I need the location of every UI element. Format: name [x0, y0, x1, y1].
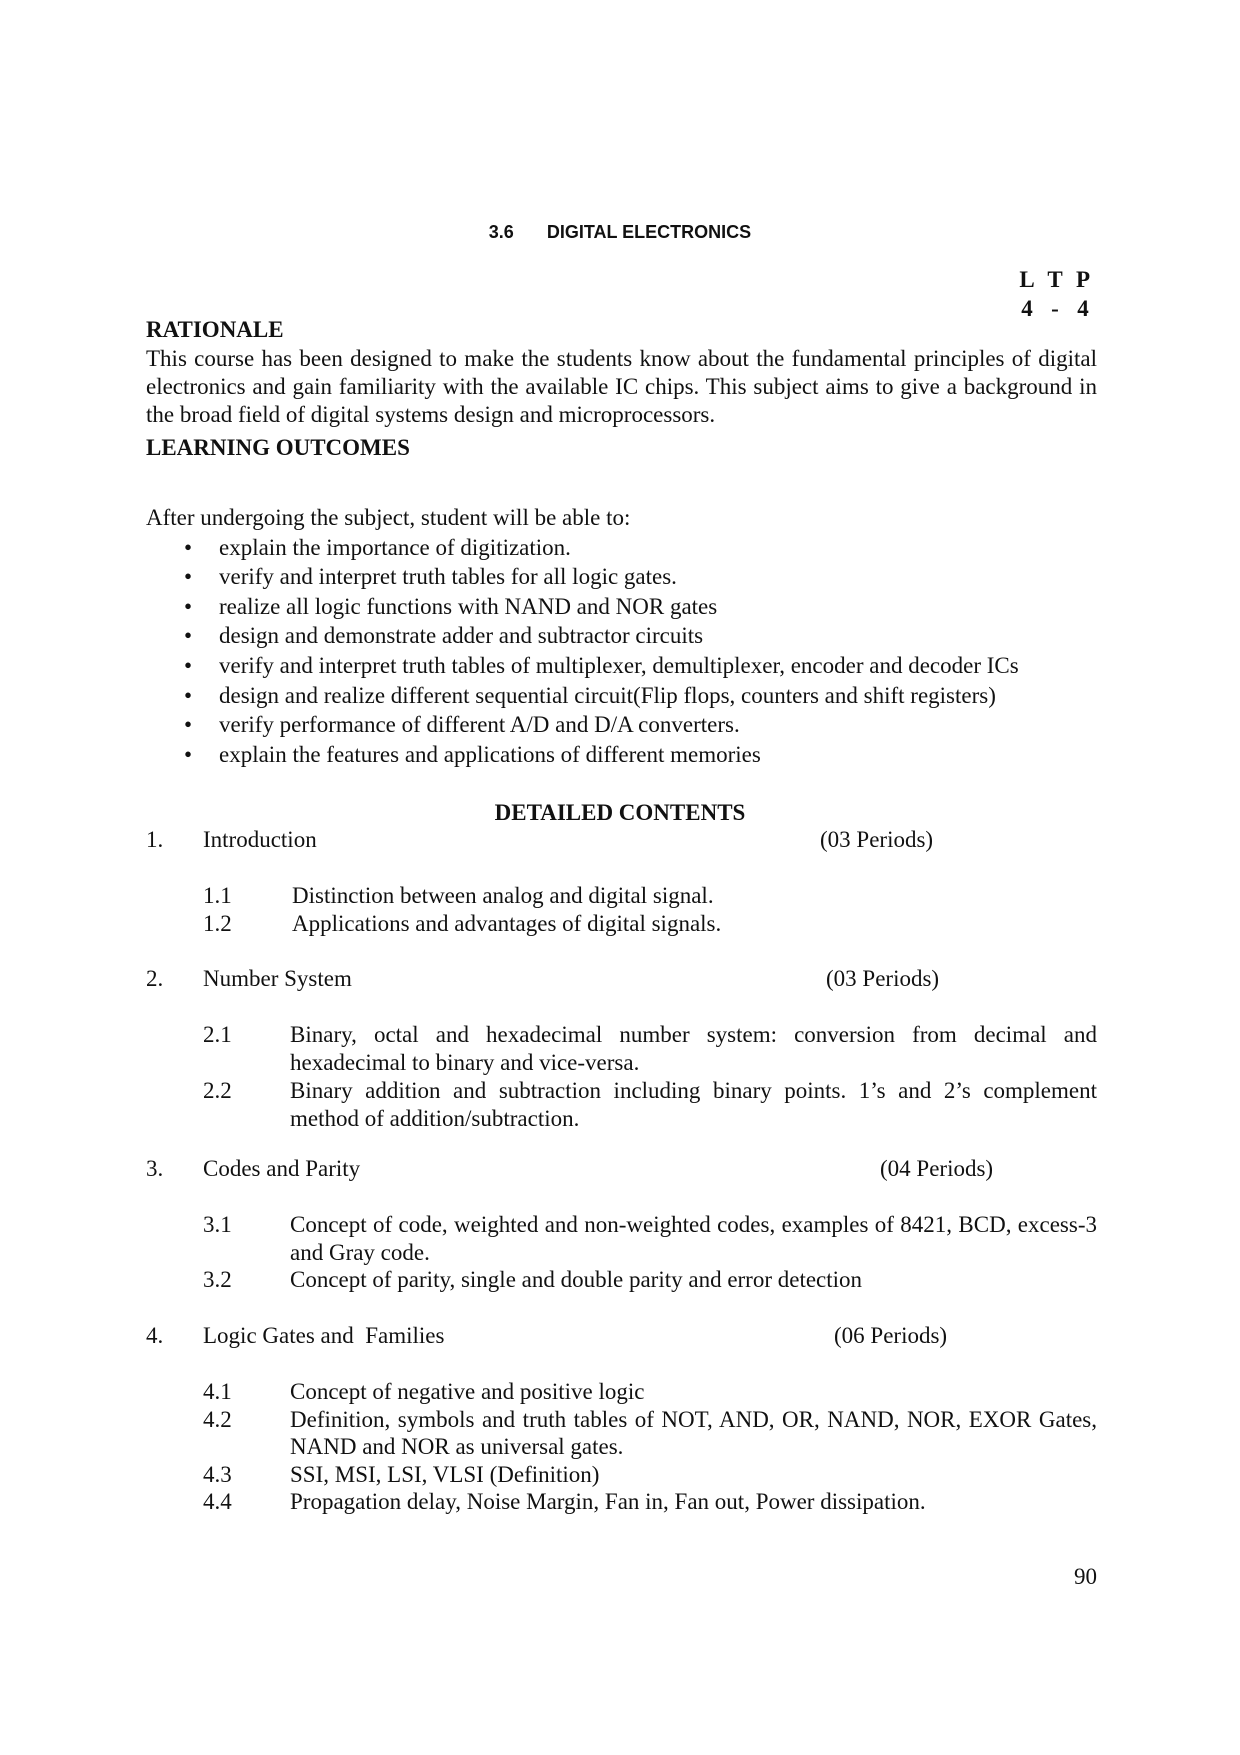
- unit-header: [146, 1322, 1097, 1350]
- topic-item: [146, 1266, 1097, 1294]
- topic-item: [146, 1406, 1097, 1461]
- topic-text: Applications and advantages of digital signals.: [292, 910, 722, 936]
- unit-title: Number System: [203, 966, 352, 991]
- ltp-value-t: -: [1051, 296, 1059, 321]
- topic-item: [146, 1488, 1097, 1516]
- detailed-contents-heading: DETAILED CONTENTS: [494, 800, 746, 825]
- topic-item: [146, 910, 1097, 938]
- list-item: • verify performance of different A/D and D/A converters.: [146, 710, 1019, 740]
- topic-text: Definition, symbols and truth tables of NOT, AND, OR, NAND, NOR, EXOR Gates, NAND and NOR as universal gates.: [290, 1406, 1097, 1459]
- topic-number: 1.1: [203, 883, 232, 908]
- page-number: 90: [1074, 1564, 1097, 1589]
- learning-outcomes: [146, 503, 1019, 769]
- unit-1: [146, 826, 1097, 937]
- list-item: • verify and interpret truth tables for all logic gates.: [146, 562, 1019, 592]
- topic-text: SSI, MSI, LSI, VLSI (Definition): [290, 1461, 600, 1487]
- unit-number: 3.: [146, 1156, 164, 1181]
- topic-number: 4.2: [203, 1406, 232, 1432]
- topic-item: [146, 1077, 1097, 1132]
- ltp-header-p: P: [1075, 267, 1091, 292]
- list-item: • verify and interpret truth tables of multiplexer, demultiplexer, encoder and decoder ICs: [146, 651, 1019, 681]
- topic-text: Distinction between analog and digital signal.: [292, 883, 714, 908]
- topic-item: [146, 1461, 1097, 1489]
- unit-periods: (06 Periods): [834, 1323, 948, 1348]
- list-item: • explain the importance of digitization.: [146, 533, 1019, 563]
- ltp-headers: [1013, 265, 1097, 294]
- unit-3: [146, 1155, 1097, 1294]
- unit-periods: (03 Periods): [820, 827, 934, 852]
- topic-number: 2.2: [203, 1078, 232, 1103]
- topic-number: 4.4: [203, 1489, 232, 1514]
- topic-number: 3.1: [203, 1212, 232, 1237]
- unit-4: [146, 1322, 1097, 1516]
- topic-number: 3.2: [203, 1267, 232, 1292]
- unit-number: 2.: [146, 966, 164, 991]
- topic-number: 4.1: [203, 1379, 232, 1404]
- topic-text: Concept of parity, single and double parity and error detection: [290, 1267, 863, 1292]
- topic-text: Binary addition and subtraction including binary points. 1’s and 2’s complement method of addition/subtraction.: [290, 1078, 1097, 1131]
- learning-outcomes-heading: LEARNING OUTCOMES: [146, 435, 410, 460]
- unit-periods: (03 Periods): [826, 966, 940, 991]
- topic-item: [146, 1378, 1097, 1406]
- list-item: • design and realize different sequential circuit(Flip flops, counters and shift registers): [146, 681, 1019, 711]
- topic-text: Propagation delay, Noise Margin, Fan in, Fan out, Power dissipation.: [290, 1489, 926, 1514]
- ltp-header-t: T: [1047, 267, 1063, 292]
- ltp-block: [1013, 265, 1097, 323]
- topic-text: Concept of code, weighted and non-weighted codes, examples of 8421, BCD, excess-3 and Gray code.: [290, 1212, 1097, 1265]
- ltp-values: [1013, 294, 1097, 323]
- list-item: • realize all logic functions with NAND and NOR gates: [146, 592, 1019, 622]
- topic-item: [146, 1211, 1097, 1266]
- unit-header: [146, 965, 1097, 993]
- topic-item: [146, 882, 1097, 910]
- topic-number: 2.1: [203, 1022, 232, 1047]
- unit-2: [146, 965, 1097, 1132]
- topic-text: Binary, octal and hexadecimal number system: conversion from decimal and hexadecimal to binary and vice-versa.: [290, 1022, 1097, 1075]
- unit-title: Logic Gates and Families: [203, 1323, 445, 1348]
- topic-item: [146, 1021, 1097, 1076]
- unit-periods: (04 Periods): [880, 1156, 994, 1181]
- rationale-text: This course has been designed to make the students know about the fundamental principles of digital electronics and gain familiarity with the available IC chips. This subject aims to give a background in the broad field of digital systems design and microprocessors.: [146, 346, 1097, 427]
- topic-number: 1.2: [203, 910, 232, 936]
- topic-number: 4.3: [203, 1461, 232, 1487]
- unit-title: Introduction: [203, 827, 317, 852]
- topic-text: Concept of negative and positive logic: [290, 1379, 645, 1404]
- unit-number: 1.: [146, 827, 164, 852]
- unit-number: 4.: [146, 1323, 164, 1348]
- outcomes-list: [146, 533, 1019, 770]
- list-item: • design and demonstrate adder and subtractor circuits: [146, 621, 1019, 651]
- unit-title: Codes and Parity: [203, 1156, 361, 1181]
- ltp-value-p: 4: [1077, 296, 1089, 321]
- course-title: DIGITAL ELECTRONICS: [546, 222, 752, 242]
- unit-header: [146, 1155, 1097, 1183]
- ltp-header-l: L: [1019, 267, 1035, 292]
- list-item: • explain the features and applications of different memories: [146, 740, 1019, 770]
- course-code: 3.6: [488, 222, 514, 242]
- course-header: [0, 222, 1240, 243]
- rationale-heading: RATIONALE: [146, 317, 284, 342]
- ltp-value-l: 4: [1021, 296, 1033, 321]
- outcomes-intro: After undergoing the subject, student will be able to:: [146, 505, 631, 530]
- unit-header: [146, 826, 1097, 854]
